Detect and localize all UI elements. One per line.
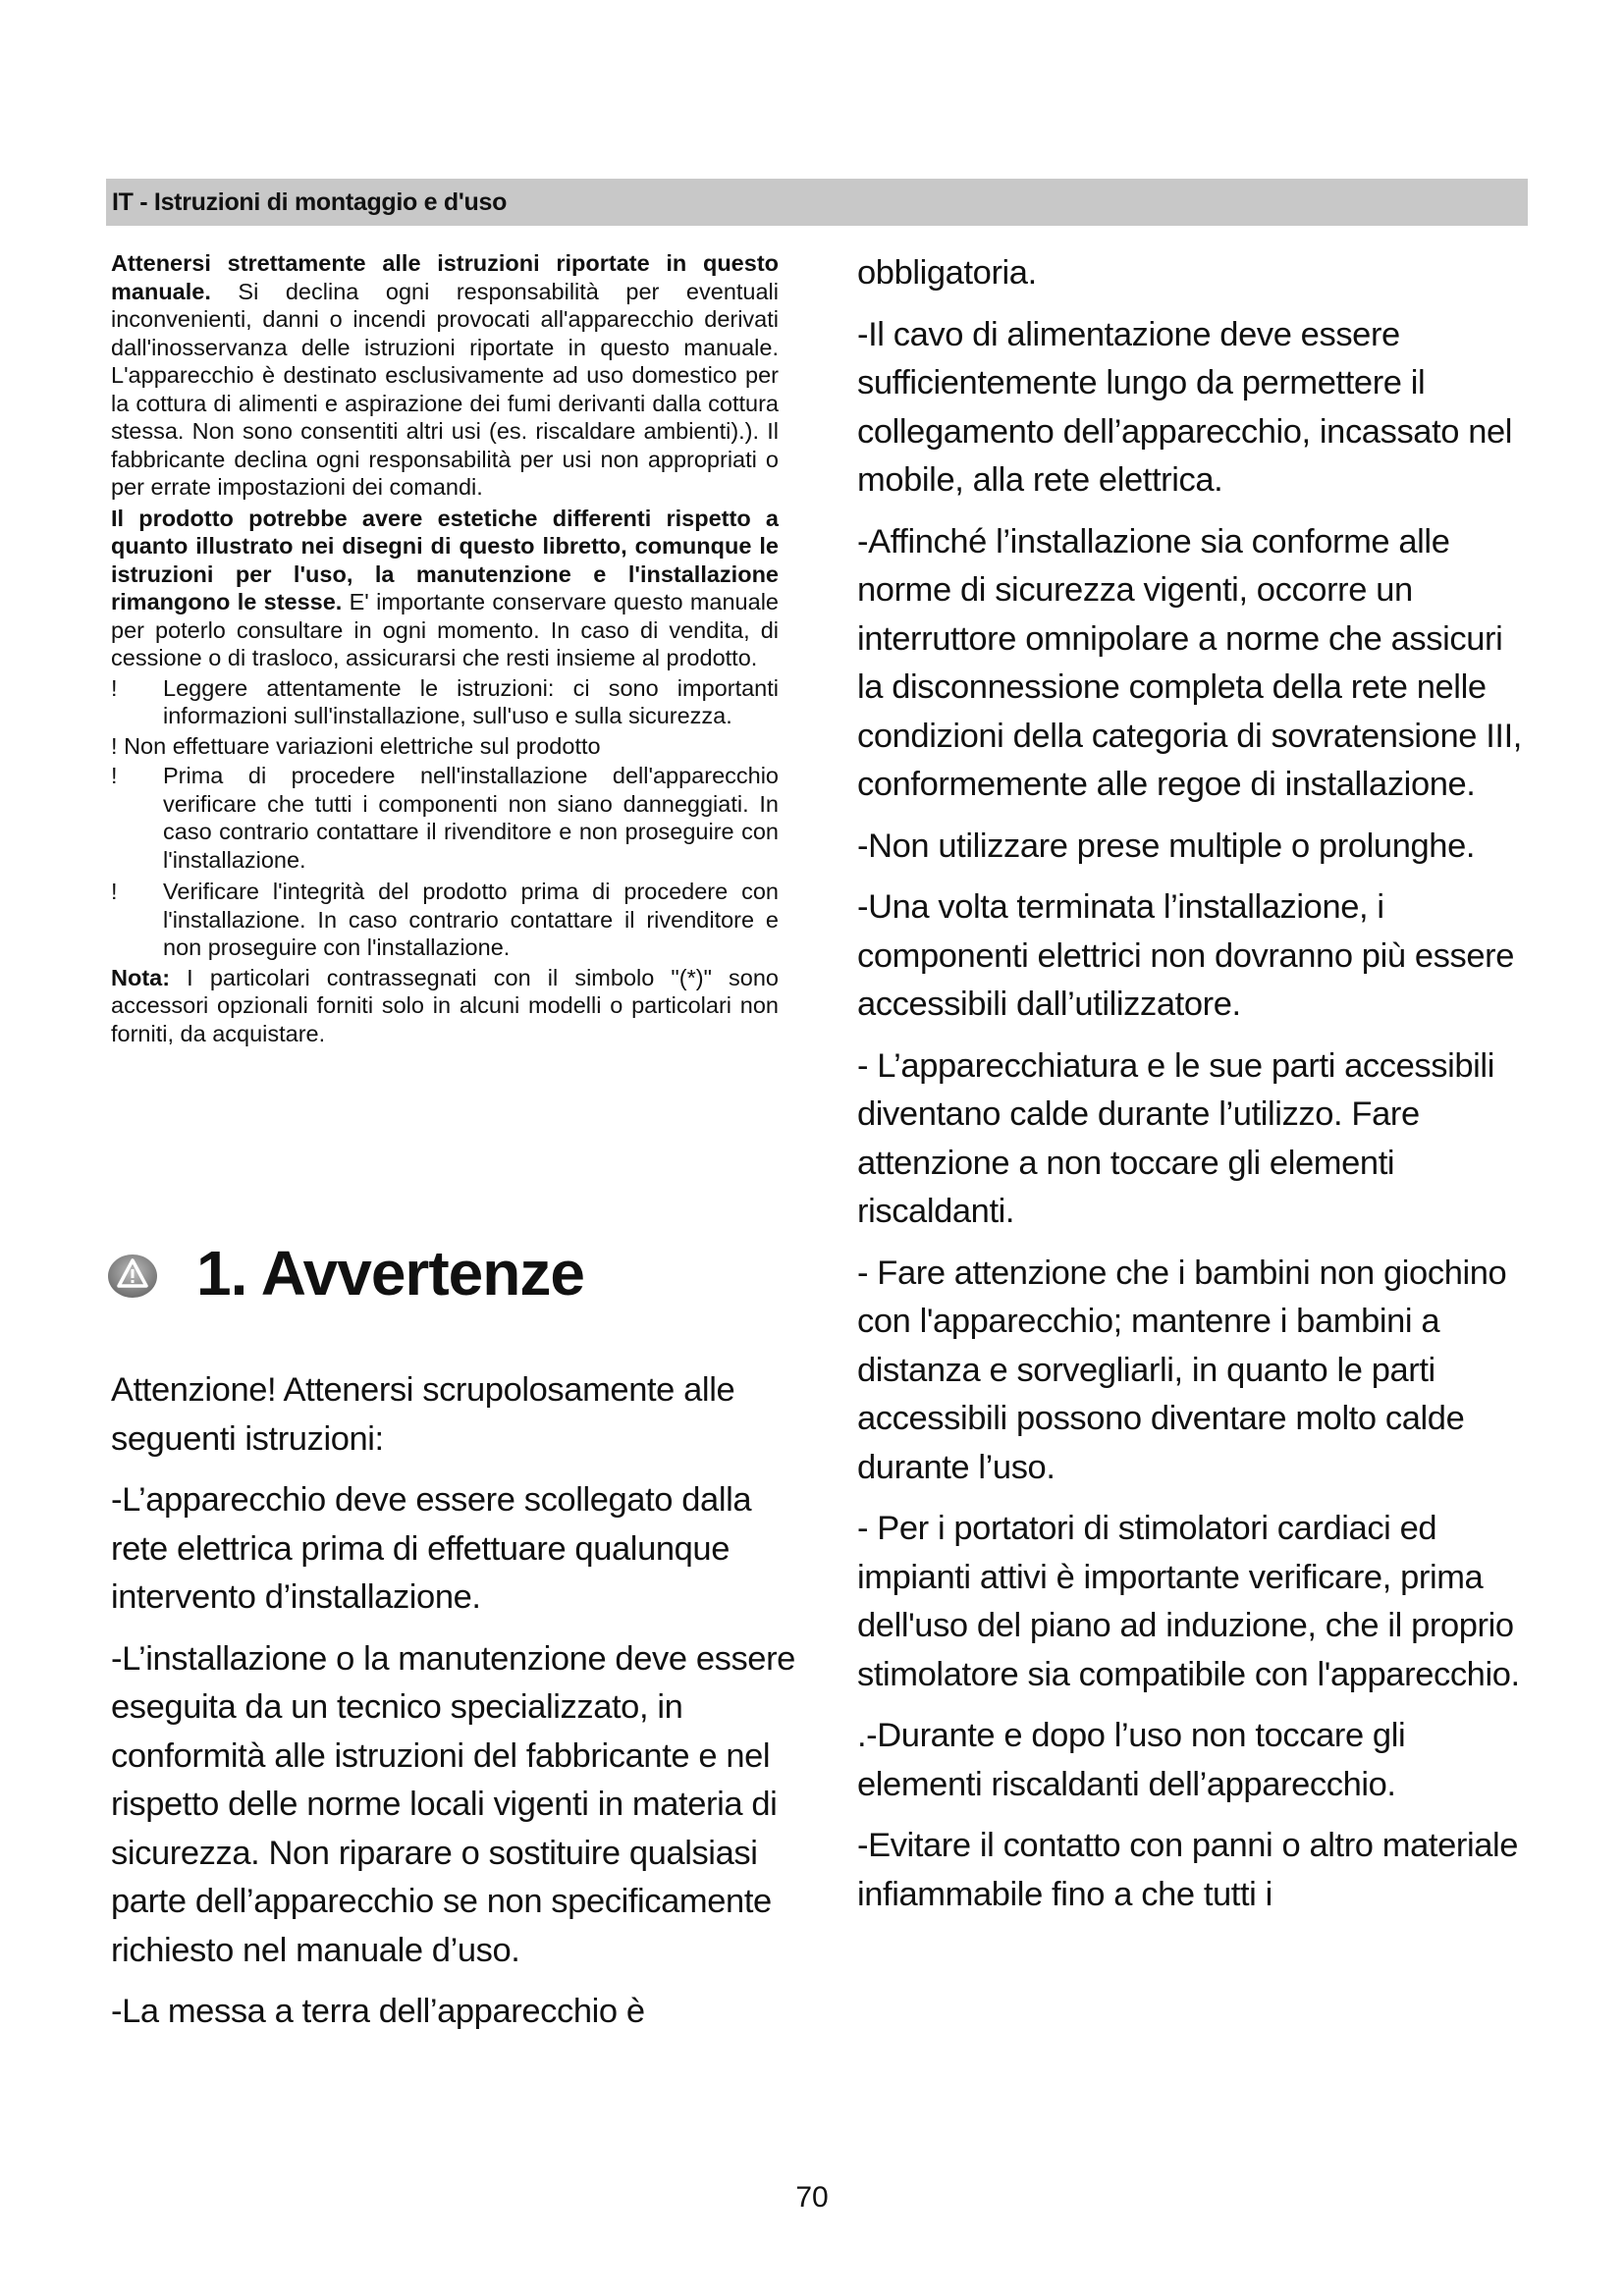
warning-item-text: Verificare l'integrità del prodotto prima di procedere con l'installazione. In caso contrario contattare il rivenditore e non proseguire con l'installazione. (163, 879, 779, 960)
warning-item (111, 762, 779, 874)
page-number: 70 (795, 2181, 829, 2214)
intro-text-2: E' importante conservare questo manuale per poterlo consultare in ogni momento. In caso di vendita, di cessione o di trasloco, assicurarsi che resti insieme al prodotto. (111, 589, 779, 670)
warning-paragraph: .-Durante e dopo l’uso non toccare gli elementi riscaldanti dell’apparecchio. (857, 1717, 1406, 1803)
intro-block (111, 249, 779, 1047)
warning-paragraph: -Non utilizzare prese multiple o prolunghe. (857, 827, 1476, 865)
exclamation-icon: ! (111, 674, 118, 701)
intro-paragraph-1 (111, 249, 779, 502)
warning-paragraph: Attenzione! Attenersi scrupolosamente alle seguenti istruzioni: (111, 1371, 735, 1458)
warning-item-text: Prima di procedere nell'installazione dell'apparecchio verificare che tutti i componenti non siano danneggiati. In caso contrario contattare il rivenditore e non proseguire con l'installazione. (163, 763, 779, 873)
header-title: IT - Istruzioni di montaggio e d'uso (112, 188, 508, 216)
warning-item-text: Leggere attentamente le istruzioni: ci sono importanti informazioni sull'installazione, sull'uso e sulla sicurezza. (163, 674, 779, 728)
warning-paragraph: -Una volta terminata l’installazione, i componenti elettrici non dovranno più essere accessibili dall’utilizzatore. (857, 888, 1514, 1023)
note-text: I particolari contrassegnati con il simbolo "(*)" sono accessori opzionali forniti solo in alcuni modelli o particolari non forniti, da acquistare. (111, 964, 779, 1046)
intro-paragraph-2 (111, 505, 779, 672)
warning-paragraph: - Fare attenzione che i bambini non giochino con l'apparecchio; mantenre i bambini a distanza e sorvegliarli, in quanto le parti accessibili possono diventare molto calde durante l’uso. (857, 1254, 1507, 1486)
warning-item (111, 878, 779, 962)
section-header-bar (106, 179, 1528, 226)
warning-paragraph: -L’installazione o la manutenzione deve essere eseguita da un tecnico specializzato, in conformità alle istruzioni del fabbricante e nel rispetto delle norme locali vigenti in materia di sicurezza. Non riparare o sostituire qualsiasi parte dell’apparecchio se non specificamente richiesto nel manuale d’uso. (111, 1639, 795, 1969)
warning-paragraph: -La messa a terra dell’apparecchio è (111, 1993, 645, 2030)
warning-paragraph: -L’apparecchio deve essere scollegato dalla rete elettrica prima di effettuare qualunque intervento d’installazione. (111, 1481, 752, 1616)
warning-item-text: Non effettuare variazioni elettriche sul prodotto (124, 732, 601, 759)
warning-paragraph: -Evitare il contatto con panni o altro materiale infiammabile fino a che tutti i (857, 1827, 1519, 1913)
warning-triangle-icon (106, 1249, 159, 1302)
warning-item (111, 674, 779, 730)
left-column (111, 1366, 798, 2050)
warning-paragraph: -Affinché l’installazione sia conforme alle norme di sicurezza vigenti, occorre un interruttore omnipolare a norme che assicuri la disconnessione completa della rete nelle condizioni della categoria di sovratensione III, conformemente alle regoe di installazione. (857, 522, 1522, 803)
note-paragraph (111, 964, 779, 1048)
intro-bold-2: Il prodotto potrebbe avere estetiche differenti rispetto a quanto illustrato nei disegni di questo libretto, comunque le istruzioni per l'uso, la manutenzione e l'installazione rimangono le stesse. (111, 505, 779, 614)
section-heading (106, 1237, 793, 1325)
exclamation-icon: ! (111, 732, 118, 759)
note-label: Nota: (111, 964, 171, 990)
warning-paragraph: - Per i portatori di stimolatori cardiaci ed impianti attivi è importante verificare, prima dell'uso del piano ad induzione, che il proprio stimolatore sia compatibile con l'apparecchio. (857, 1510, 1520, 1693)
warning-paragraph: - L’apparecchiatura e le sue parti accessibili diventano calde durante l’utilizzo. Fare attenzione a non toccare gli elementi riscaldanti. (857, 1046, 1494, 1230)
warning-paragraph: -Il cavo di alimentazione deve essere sufficientemente lungo da permettere il collegamento dell’apparecchio, incassato nel mobile, alla rete elettrica. (857, 315, 1513, 499)
section-title: 1. Avvertenze (196, 1238, 584, 1308)
exclamation-icon: ! (111, 879, 118, 904)
intro-bold-1: Attenersi strettamente alle istruzioni riportate in questo manuale. (111, 250, 779, 304)
warning-item (111, 732, 779, 761)
intro-text-1: Si declina ogni responsabilità per eventuali inconvenienti, danni o incendi provocati all'apparecchio derivati dall'inosservanza delle istruzioni riportate in questo manuale. L'apparecchio è destinato esclusivamente ad uso domestico per la cottura di alimenti e aspirazione dei fumi derivanti dalla cottura stessa. Non sono consentiti altri usi (es. riscaldare ambienti).). Il fabbricante declina ogni responsabilità per usi non appropriati o per errate impostazioni dei comandi. (111, 278, 779, 500)
right-column (857, 249, 1535, 1932)
warning-paragraph: obbligatoria. (857, 254, 1037, 292)
exclamation-icon: ! (111, 763, 118, 788)
